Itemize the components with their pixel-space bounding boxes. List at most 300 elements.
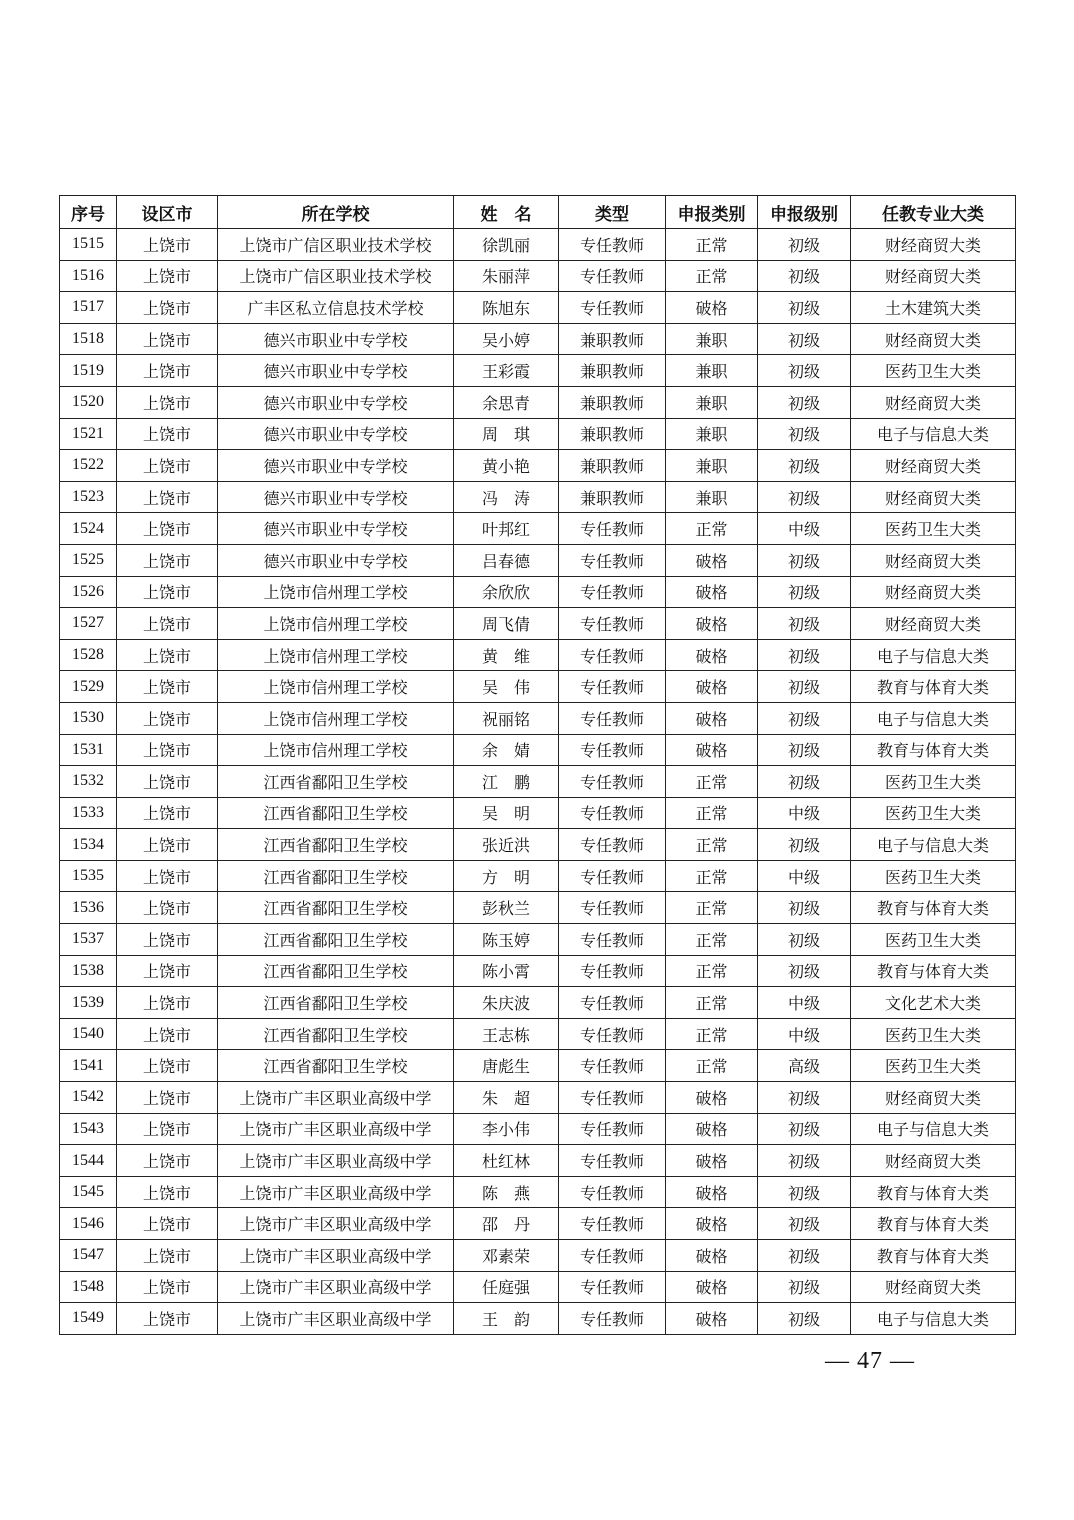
cell-school: 上饶市广丰区职业高级中学 (218, 1145, 454, 1177)
cell-level: 初级 (758, 323, 851, 355)
cell-name: 李小伟 (454, 1113, 559, 1145)
cell-school: 上饶市广丰区职业高级中学 (218, 1176, 454, 1208)
cell-serial: 1536 (60, 892, 117, 924)
cell-subject: 医药卫生大类 (851, 1018, 1016, 1050)
cell-type: 专任教师 (559, 513, 666, 545)
header-city: 设区市 (117, 196, 218, 229)
cell-name: 王彩霞 (454, 355, 559, 387)
table-row (60, 576, 1016, 608)
cell-school: 江西省鄱阳卫生学校 (218, 829, 454, 861)
cell-type: 专任教师 (559, 1240, 666, 1272)
cell-serial: 1531 (60, 734, 117, 766)
cell-category: 破格 (666, 1176, 758, 1208)
cell-category: 正常 (666, 892, 758, 924)
cell-category: 破格 (666, 734, 758, 766)
cell-city: 上饶市 (117, 1145, 218, 1177)
cell-level: 初级 (758, 671, 851, 703)
cell-type: 专任教师 (559, 576, 666, 608)
cell-city: 上饶市 (117, 1018, 218, 1050)
cell-name: 王 韵 (454, 1303, 559, 1335)
cell-serial: 1542 (60, 1082, 117, 1114)
cell-type: 专任教师 (559, 1145, 666, 1177)
cell-school: 江西省鄱阳卫生学校 (218, 892, 454, 924)
cell-serial: 1546 (60, 1208, 117, 1240)
cell-type: 专任教师 (559, 702, 666, 734)
cell-level: 初级 (758, 702, 851, 734)
cell-school: 上饶市信州理工学校 (218, 671, 454, 703)
cell-category: 兼职 (666, 450, 758, 482)
cell-serial: 1540 (60, 1018, 117, 1050)
table-row (60, 608, 1016, 640)
cell-serial: 1526 (60, 576, 117, 608)
cell-type: 专任教师 (559, 955, 666, 987)
cell-city: 上饶市 (117, 481, 218, 513)
cell-category: 正常 (666, 987, 758, 1019)
cell-category: 正常 (666, 860, 758, 892)
cell-serial: 1524 (60, 513, 117, 545)
cell-serial: 1528 (60, 639, 117, 671)
cell-level: 中级 (758, 797, 851, 829)
cell-level: 中级 (758, 860, 851, 892)
cell-serial: 1520 (60, 386, 117, 418)
cell-school: 德兴市职业中专学校 (218, 544, 454, 576)
cell-school: 上饶市广丰区职业高级中学 (218, 1113, 454, 1145)
cell-city: 上饶市 (117, 544, 218, 576)
cell-city: 上饶市 (117, 860, 218, 892)
cell-level: 初级 (758, 608, 851, 640)
table-row (60, 734, 1016, 766)
cell-school: 德兴市职业中专学校 (218, 323, 454, 355)
cell-name: 方 明 (454, 860, 559, 892)
cell-school: 德兴市职业中专学校 (218, 355, 454, 387)
cell-serial: 1534 (60, 829, 117, 861)
cell-type: 专任教师 (559, 766, 666, 798)
cell-serial: 1515 (60, 229, 117, 261)
cell-type: 专任教师 (559, 1050, 666, 1082)
cell-category: 破格 (666, 576, 758, 608)
table-row (60, 1113, 1016, 1145)
cell-school: 上饶市广丰区职业高级中学 (218, 1240, 454, 1272)
cell-name: 黄 维 (454, 639, 559, 671)
cell-school: 江西省鄱阳卫生学校 (218, 1018, 454, 1050)
cell-name: 黄小艳 (454, 450, 559, 482)
cell-school: 上饶市信州理工学校 (218, 608, 454, 640)
cell-category: 兼职 (666, 418, 758, 450)
cell-school: 江西省鄱阳卫生学校 (218, 766, 454, 798)
cell-type: 专任教师 (559, 797, 666, 829)
cell-category: 正常 (666, 1018, 758, 1050)
cell-city: 上饶市 (117, 1240, 218, 1272)
cell-city: 上饶市 (117, 1208, 218, 1240)
cell-level: 初级 (758, 766, 851, 798)
cell-level: 初级 (758, 1208, 851, 1240)
cell-category: 正常 (666, 829, 758, 861)
table-row (60, 1240, 1016, 1272)
cell-name: 陈玉婷 (454, 924, 559, 956)
cell-serial: 1535 (60, 860, 117, 892)
cell-category: 破格 (666, 671, 758, 703)
cell-category: 破格 (666, 1113, 758, 1145)
table-row (60, 955, 1016, 987)
cell-city: 上饶市 (117, 702, 218, 734)
cell-type: 专任教师 (559, 229, 666, 261)
cell-level: 初级 (758, 355, 851, 387)
cell-category: 破格 (666, 1240, 758, 1272)
cell-type: 专任教师 (559, 1271, 666, 1303)
cell-type: 兼职教师 (559, 355, 666, 387)
cell-level: 初级 (758, 450, 851, 482)
cell-type: 专任教师 (559, 1082, 666, 1114)
table-row (60, 418, 1016, 450)
cell-name: 叶邦红 (454, 513, 559, 545)
table-row (60, 829, 1016, 861)
cell-category: 兼职 (666, 323, 758, 355)
cell-category: 兼职 (666, 355, 758, 387)
cell-type: 专任教师 (559, 292, 666, 324)
cell-level: 初级 (758, 734, 851, 766)
cell-city: 上饶市 (117, 229, 218, 261)
cell-school: 上饶市信州理工学校 (218, 734, 454, 766)
cell-serial: 1541 (60, 1050, 117, 1082)
header-type: 类型 (559, 196, 666, 229)
cell-subject: 医药卫生大类 (851, 860, 1016, 892)
cell-subject: 财经商贸大类 (851, 1145, 1016, 1177)
cell-city: 上饶市 (117, 955, 218, 987)
cell-type: 专任教师 (559, 892, 666, 924)
cell-name: 彭秋兰 (454, 892, 559, 924)
cell-level: 初级 (758, 1145, 851, 1177)
cell-serial: 1523 (60, 481, 117, 513)
cell-level: 初级 (758, 576, 851, 608)
cell-serial: 1521 (60, 418, 117, 450)
table-row (60, 702, 1016, 734)
table-row (60, 987, 1016, 1019)
cell-name: 周飞倩 (454, 608, 559, 640)
cell-city: 上饶市 (117, 924, 218, 956)
cell-name: 周 琪 (454, 418, 559, 450)
cell-category: 正常 (666, 513, 758, 545)
header-name: 姓 名 (454, 196, 559, 229)
cell-subject: 电子与信息大类 (851, 418, 1016, 450)
cell-school: 广丰区私立信息技术学校 (218, 292, 454, 324)
cell-name: 杜红林 (454, 1145, 559, 1177)
cell-type: 专任教师 (559, 544, 666, 576)
cell-name: 余 婧 (454, 734, 559, 766)
table-header-row (60, 196, 1016, 229)
cell-level: 初级 (758, 639, 851, 671)
cell-level: 初级 (758, 1240, 851, 1272)
table-row (60, 1145, 1016, 1177)
cell-type: 兼职教师 (559, 418, 666, 450)
cell-serial: 1537 (60, 924, 117, 956)
cell-name: 邵 丹 (454, 1208, 559, 1240)
cell-subject: 医药卫生大类 (851, 355, 1016, 387)
cell-type: 专任教师 (559, 1113, 666, 1145)
cell-city: 上饶市 (117, 450, 218, 482)
cell-type: 专任教师 (559, 608, 666, 640)
cell-city: 上饶市 (117, 292, 218, 324)
cell-level: 初级 (758, 386, 851, 418)
cell-school: 上饶市广丰区职业高级中学 (218, 1082, 454, 1114)
cell-serial: 1548 (60, 1271, 117, 1303)
cell-name: 祝丽铭 (454, 702, 559, 734)
table-row (60, 766, 1016, 798)
cell-subject: 电子与信息大类 (851, 1303, 1016, 1335)
cell-subject: 医药卫生大类 (851, 924, 1016, 956)
cell-subject: 医药卫生大类 (851, 513, 1016, 545)
cell-level: 初级 (758, 229, 851, 261)
cell-name: 唐彪生 (454, 1050, 559, 1082)
cell-serial: 1530 (60, 702, 117, 734)
cell-name: 陈 燕 (454, 1176, 559, 1208)
table-row (60, 639, 1016, 671)
cell-level: 中级 (758, 513, 851, 545)
cell-type: 专任教师 (559, 734, 666, 766)
cell-city: 上饶市 (117, 987, 218, 1019)
table-row (60, 797, 1016, 829)
cell-category: 破格 (666, 608, 758, 640)
cell-category: 破格 (666, 292, 758, 324)
table-row (60, 1271, 1016, 1303)
cell-subject: 教育与体育大类 (851, 671, 1016, 703)
cell-level: 初级 (758, 1303, 851, 1335)
cell-type: 兼职教师 (559, 323, 666, 355)
cell-type: 专任教师 (559, 987, 666, 1019)
cell-subject: 电子与信息大类 (851, 702, 1016, 734)
table-row (60, 481, 1016, 513)
cell-name: 任庭强 (454, 1271, 559, 1303)
cell-city: 上饶市 (117, 1271, 218, 1303)
cell-subject: 财经商贸大类 (851, 1082, 1016, 1114)
table-row (60, 1176, 1016, 1208)
cell-city: 上饶市 (117, 1050, 218, 1082)
table-row (60, 544, 1016, 576)
cell-category: 正常 (666, 955, 758, 987)
cell-subject: 医药卫生大类 (851, 766, 1016, 798)
cell-school: 德兴市职业中专学校 (218, 513, 454, 545)
cell-category: 正常 (666, 260, 758, 292)
header-subject-category: 任教专业大类 (851, 196, 1016, 229)
cell-subject: 土木建筑大类 (851, 292, 1016, 324)
cell-subject: 财经商贸大类 (851, 544, 1016, 576)
cell-type: 专任教师 (559, 671, 666, 703)
cell-name: 吴小婷 (454, 323, 559, 355)
cell-type: 专任教师 (559, 829, 666, 861)
cell-city: 上饶市 (117, 1176, 218, 1208)
cell-subject: 财经商贸大类 (851, 608, 1016, 640)
cell-category: 破格 (666, 639, 758, 671)
cell-name: 徐凯丽 (454, 229, 559, 261)
cell-subject: 财经商贸大类 (851, 1271, 1016, 1303)
cell-level: 中级 (758, 1018, 851, 1050)
cell-subject: 电子与信息大类 (851, 639, 1016, 671)
header-school: 所在学校 (218, 196, 454, 229)
cell-school: 德兴市职业中专学校 (218, 481, 454, 513)
cell-city: 上饶市 (117, 355, 218, 387)
cell-school: 江西省鄱阳卫生学校 (218, 987, 454, 1019)
cell-school: 上饶市广丰区职业高级中学 (218, 1271, 454, 1303)
cell-level: 初级 (758, 418, 851, 450)
cell-category: 正常 (666, 1050, 758, 1082)
cell-serial: 1545 (60, 1176, 117, 1208)
cell-subject: 财经商贸大类 (851, 323, 1016, 355)
cell-category: 正常 (666, 924, 758, 956)
cell-type: 兼职教师 (559, 450, 666, 482)
cell-type: 专任教师 (559, 1303, 666, 1335)
cell-type: 专任教师 (559, 1018, 666, 1050)
cell-name: 吴 明 (454, 797, 559, 829)
table-body (60, 229, 1016, 1335)
cell-type: 专任教师 (559, 924, 666, 956)
table-row (60, 260, 1016, 292)
table-row (60, 355, 1016, 387)
cell-subject: 教育与体育大类 (851, 955, 1016, 987)
cell-type: 专任教师 (559, 1176, 666, 1208)
cell-subject: 教育与体育大类 (851, 1208, 1016, 1240)
cell-city: 上饶市 (117, 829, 218, 861)
cell-subject: 财经商贸大类 (851, 481, 1016, 513)
cell-serial: 1529 (60, 671, 117, 703)
cell-school: 上饶市广信区职业技术学校 (218, 260, 454, 292)
cell-category: 破格 (666, 1082, 758, 1114)
cell-city: 上饶市 (117, 639, 218, 671)
cell-type: 兼职教师 (559, 386, 666, 418)
cell-serial: 1522 (60, 450, 117, 482)
cell-subject: 教育与体育大类 (851, 1176, 1016, 1208)
table-row (60, 450, 1016, 482)
header-application-level: 申报级别 (758, 196, 851, 229)
cell-school: 江西省鄱阳卫生学校 (218, 797, 454, 829)
cell-serial: 1549 (60, 1303, 117, 1335)
cell-name: 王志栋 (454, 1018, 559, 1050)
cell-category: 破格 (666, 702, 758, 734)
cell-level: 初级 (758, 544, 851, 576)
cell-school: 上饶市广丰区职业高级中学 (218, 1303, 454, 1335)
cell-category: 破格 (666, 1208, 758, 1240)
cell-city: 上饶市 (117, 418, 218, 450)
cell-city: 上饶市 (117, 1113, 218, 1145)
header-application-category: 申报类别 (666, 196, 758, 229)
cell-serial: 1543 (60, 1113, 117, 1145)
cell-level: 初级 (758, 955, 851, 987)
cell-subject: 文化艺术大类 (851, 987, 1016, 1019)
cell-type: 兼职教师 (559, 481, 666, 513)
cell-city: 上饶市 (117, 260, 218, 292)
cell-level: 初级 (758, 292, 851, 324)
cell-type: 专任教师 (559, 1208, 666, 1240)
cell-level: 初级 (758, 829, 851, 861)
cell-subject: 医药卫生大类 (851, 1050, 1016, 1082)
cell-category: 破格 (666, 1145, 758, 1177)
cell-name: 吴 伟 (454, 671, 559, 703)
cell-subject: 财经商贸大类 (851, 229, 1016, 261)
cell-city: 上饶市 (117, 1082, 218, 1114)
table-row (60, 1208, 1016, 1240)
cell-city: 上饶市 (117, 1303, 218, 1335)
cell-city: 上饶市 (117, 892, 218, 924)
cell-level: 初级 (758, 924, 851, 956)
cell-name: 朱庆波 (454, 987, 559, 1019)
cell-city: 上饶市 (117, 513, 218, 545)
table-row (60, 229, 1016, 261)
cell-subject: 教育与体育大类 (851, 734, 1016, 766)
cell-level: 初级 (758, 1082, 851, 1114)
cell-level: 高级 (758, 1050, 851, 1082)
cell-serial: 1525 (60, 544, 117, 576)
cell-category: 正常 (666, 229, 758, 261)
cell-city: 上饶市 (117, 671, 218, 703)
cell-name: 邓素荣 (454, 1240, 559, 1272)
table-row (60, 1018, 1016, 1050)
cell-serial: 1527 (60, 608, 117, 640)
cell-school: 上饶市信州理工学校 (218, 702, 454, 734)
cell-name: 张近洪 (454, 829, 559, 861)
cell-serial: 1532 (60, 766, 117, 798)
table-row (60, 860, 1016, 892)
cell-level: 初级 (758, 481, 851, 513)
table-row (60, 924, 1016, 956)
cell-name: 江 鹏 (454, 766, 559, 798)
cell-school: 江西省鄱阳卫生学校 (218, 924, 454, 956)
cell-subject: 电子与信息大类 (851, 829, 1016, 861)
cell-name: 吕春德 (454, 544, 559, 576)
table-row (60, 1082, 1016, 1114)
cell-serial: 1518 (60, 323, 117, 355)
cell-subject: 财经商贸大类 (851, 450, 1016, 482)
cell-school: 上饶市信州理工学校 (218, 576, 454, 608)
cell-serial: 1539 (60, 987, 117, 1019)
cell-type: 专任教师 (559, 639, 666, 671)
cell-category: 正常 (666, 766, 758, 798)
cell-city: 上饶市 (117, 576, 218, 608)
cell-school: 上饶市信州理工学校 (218, 639, 454, 671)
cell-school: 德兴市职业中专学校 (218, 450, 454, 482)
cell-level: 初级 (758, 892, 851, 924)
page-number: — 47 — (825, 1348, 915, 1374)
table-row (60, 892, 1016, 924)
cell-subject: 医药卫生大类 (851, 797, 1016, 829)
cell-type: 专任教师 (559, 260, 666, 292)
cell-serial: 1533 (60, 797, 117, 829)
cell-category: 破格 (666, 1271, 758, 1303)
cell-city: 上饶市 (117, 734, 218, 766)
cell-category: 破格 (666, 544, 758, 576)
table-row (60, 292, 1016, 324)
table-row (60, 386, 1016, 418)
cell-school: 上饶市广信区职业技术学校 (218, 229, 454, 261)
cell-school: 江西省鄱阳卫生学校 (218, 860, 454, 892)
cell-subject: 财经商贸大类 (851, 260, 1016, 292)
table-row (60, 1050, 1016, 1082)
cell-serial: 1517 (60, 292, 117, 324)
table-row (60, 323, 1016, 355)
cell-serial: 1547 (60, 1240, 117, 1272)
roster-table (59, 195, 1016, 1335)
cell-subject: 电子与信息大类 (851, 1113, 1016, 1145)
cell-name: 朱丽萍 (454, 260, 559, 292)
cell-serial: 1519 (60, 355, 117, 387)
cell-name: 陈旭东 (454, 292, 559, 324)
cell-type: 专任教师 (559, 860, 666, 892)
cell-city: 上饶市 (117, 386, 218, 418)
cell-city: 上饶市 (117, 608, 218, 640)
cell-subject: 财经商贸大类 (851, 386, 1016, 418)
cell-school: 德兴市职业中专学校 (218, 386, 454, 418)
cell-category: 破格 (666, 1303, 758, 1335)
cell-category: 兼职 (666, 386, 758, 418)
cell-subject: 教育与体育大类 (851, 1240, 1016, 1272)
cell-subject: 教育与体育大类 (851, 892, 1016, 924)
